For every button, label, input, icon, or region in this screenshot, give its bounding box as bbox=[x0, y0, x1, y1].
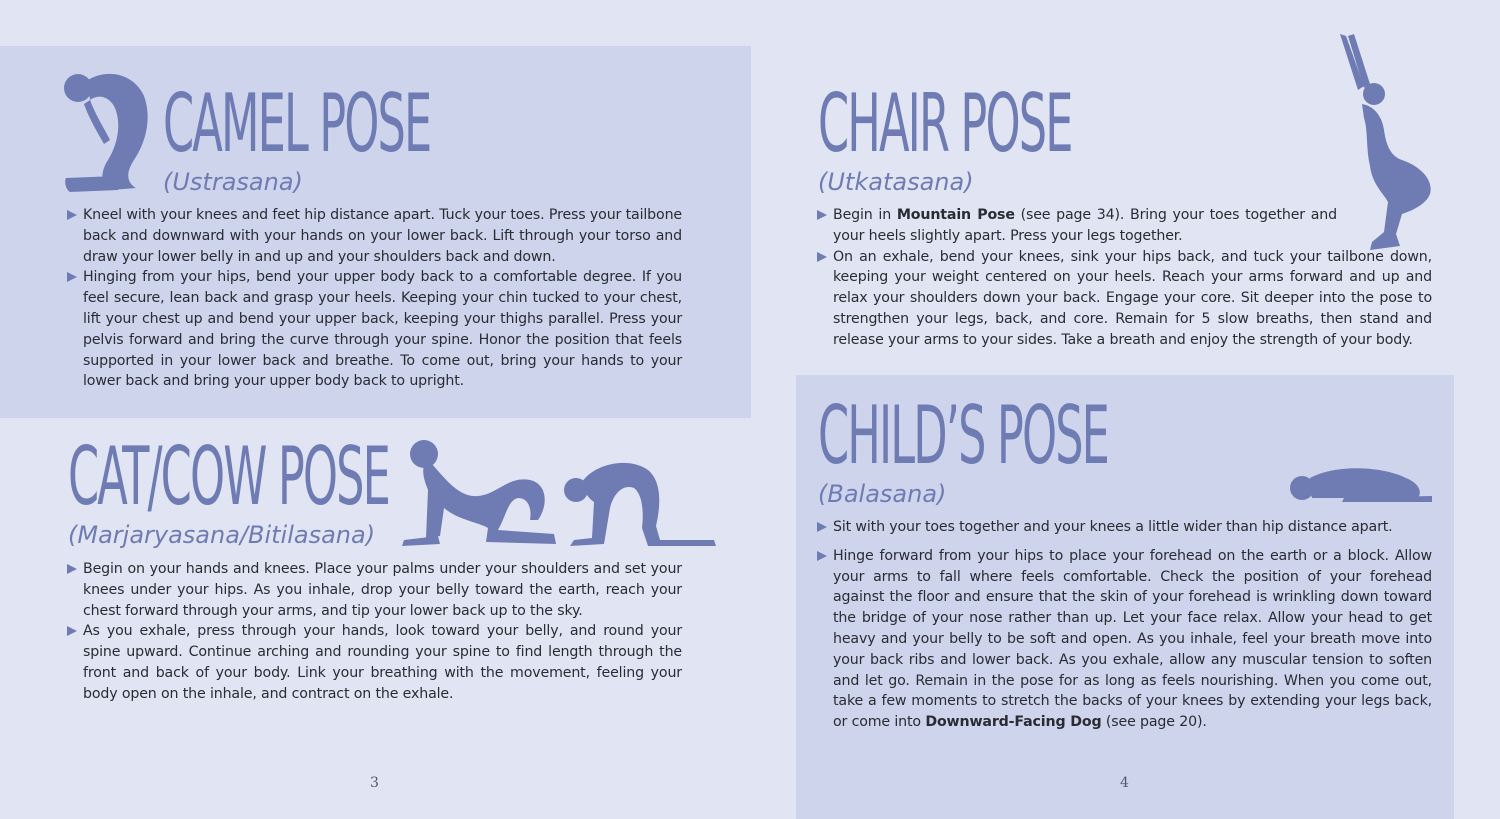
bullet-arrow-icon bbox=[67, 272, 77, 282]
childs-pose-silhouette-icon bbox=[1286, 464, 1432, 504]
bullet-arrow-icon bbox=[67, 564, 77, 574]
downward-dog-reference: Downward-Facing Dog bbox=[925, 714, 1102, 731]
catcow-instructions bbox=[67, 559, 682, 705]
catcow-subtitle: (Marjaryasana/Bitilasana) bbox=[68, 521, 376, 549]
catcow-title: CAT/COW POSE bbox=[68, 430, 389, 523]
cat-cow-pose-silhouettes-icon bbox=[398, 436, 718, 548]
list-item: Begin on your hands and knees. Place your palms under your shoulders and set your knees under your hips. As you inhale, drop your belly toward the earth, reach your chest forward through your arms, and tip your lower back up to the sky. bbox=[67, 559, 682, 621]
page-number-right: 4 bbox=[1120, 775, 1129, 791]
bullet-arrow-icon bbox=[817, 210, 827, 220]
chair-title: CHAIR POSE bbox=[818, 77, 1072, 170]
camel-title: CAMEL POSE bbox=[163, 77, 431, 170]
child-subtitle: (Balasana) bbox=[818, 480, 947, 508]
child-title: CHILD’S POSE bbox=[818, 389, 1109, 482]
list-item: As you exhale, press through your hands, look toward your belly, and round your spine upward. Continue arching and rounding your spine to find length through the front and back of your body. Link your breathing with the movement, feeling your body open on the inhale, and contract on the exhale. bbox=[67, 621, 682, 704]
chair-subtitle: (Utkatasana) bbox=[818, 168, 974, 196]
child-instructions bbox=[817, 517, 1432, 733]
bullet-arrow-icon bbox=[817, 522, 827, 532]
bullet-arrow-icon bbox=[67, 210, 77, 220]
list-item: Begin in Mountain Pose (see page 34). Bring your toes together and your heels slightly apart. Press your legs together. bbox=[817, 205, 1432, 247]
bullet-arrow-icon bbox=[817, 252, 827, 262]
page-number-left: 3 bbox=[370, 775, 379, 791]
bullet-arrow-icon bbox=[67, 626, 77, 636]
camel-instructions bbox=[67, 205, 682, 392]
list-item: Hinging from your hips, bend your upper body back to a comfortable degree. If you feel secure, lean back and grasp your heels. Keeping your chin tucked to your chest, lift your chest up and bend your upper back, keeping your thighs parallel. Press your pelvis forward and bring the curve through your spine. Honor the position that feels supported in your lower back and breathe. To come out, bring your hands to your lower back and bring your upper body back to upright. bbox=[67, 267, 682, 392]
bullet-arrow-icon bbox=[817, 551, 827, 561]
chair-instructions bbox=[817, 205, 1432, 351]
camel-subtitle: (Ustrasana) bbox=[163, 168, 303, 196]
mountain-pose-reference: Mountain Pose bbox=[896, 207, 1015, 223]
list-item: Kneel with your knees and feet hip distance apart. Tuck your toes. Press your tailbone back and downward with your hands on your lower back. Lift through your torso and draw your lower belly in and up and your shoulders back and down. bbox=[67, 205, 682, 267]
camel-pose-silhouette-icon bbox=[60, 66, 152, 194]
list-item: Sit with your toes together and your knees a little wider than hip distance apart. bbox=[817, 517, 1432, 538]
list-item: Hinge forward from your hips to place your forehead on the earth or a block. Allow your arms to fall where feels comfortable. Check the position of your forehead against the floor and ensure that the skin of your forehead is wrinkling down toward the bridge of your nose rather than up. Let your face relax. Allow your head to get heavy and your belly to be soft and open. As you inhale, feel your breath move into your back ribs and lower back. As you exhale, allow any muscular tension to soften and let go. Remain in the pose for as long as feels nourishing. When you come out, take a few moments to stretch the backs of your knees by extending your legs back, or come into Downward-Facing Dog (see page 20). bbox=[817, 546, 1432, 733]
list-item: On an exhale, bend your knees, sink your hips back, and tuck your tailbone down, keeping your weight centered on your heels. Reach your arms forward and up and relax your shoulders down your back. Engage your core. Sit deeper into the pose to strengthen your legs, back, and core. Remain for 5 slow breaths, then stand and release your arms to your sides. Take a breath and enjoy the strength of your body. bbox=[817, 247, 1432, 351]
